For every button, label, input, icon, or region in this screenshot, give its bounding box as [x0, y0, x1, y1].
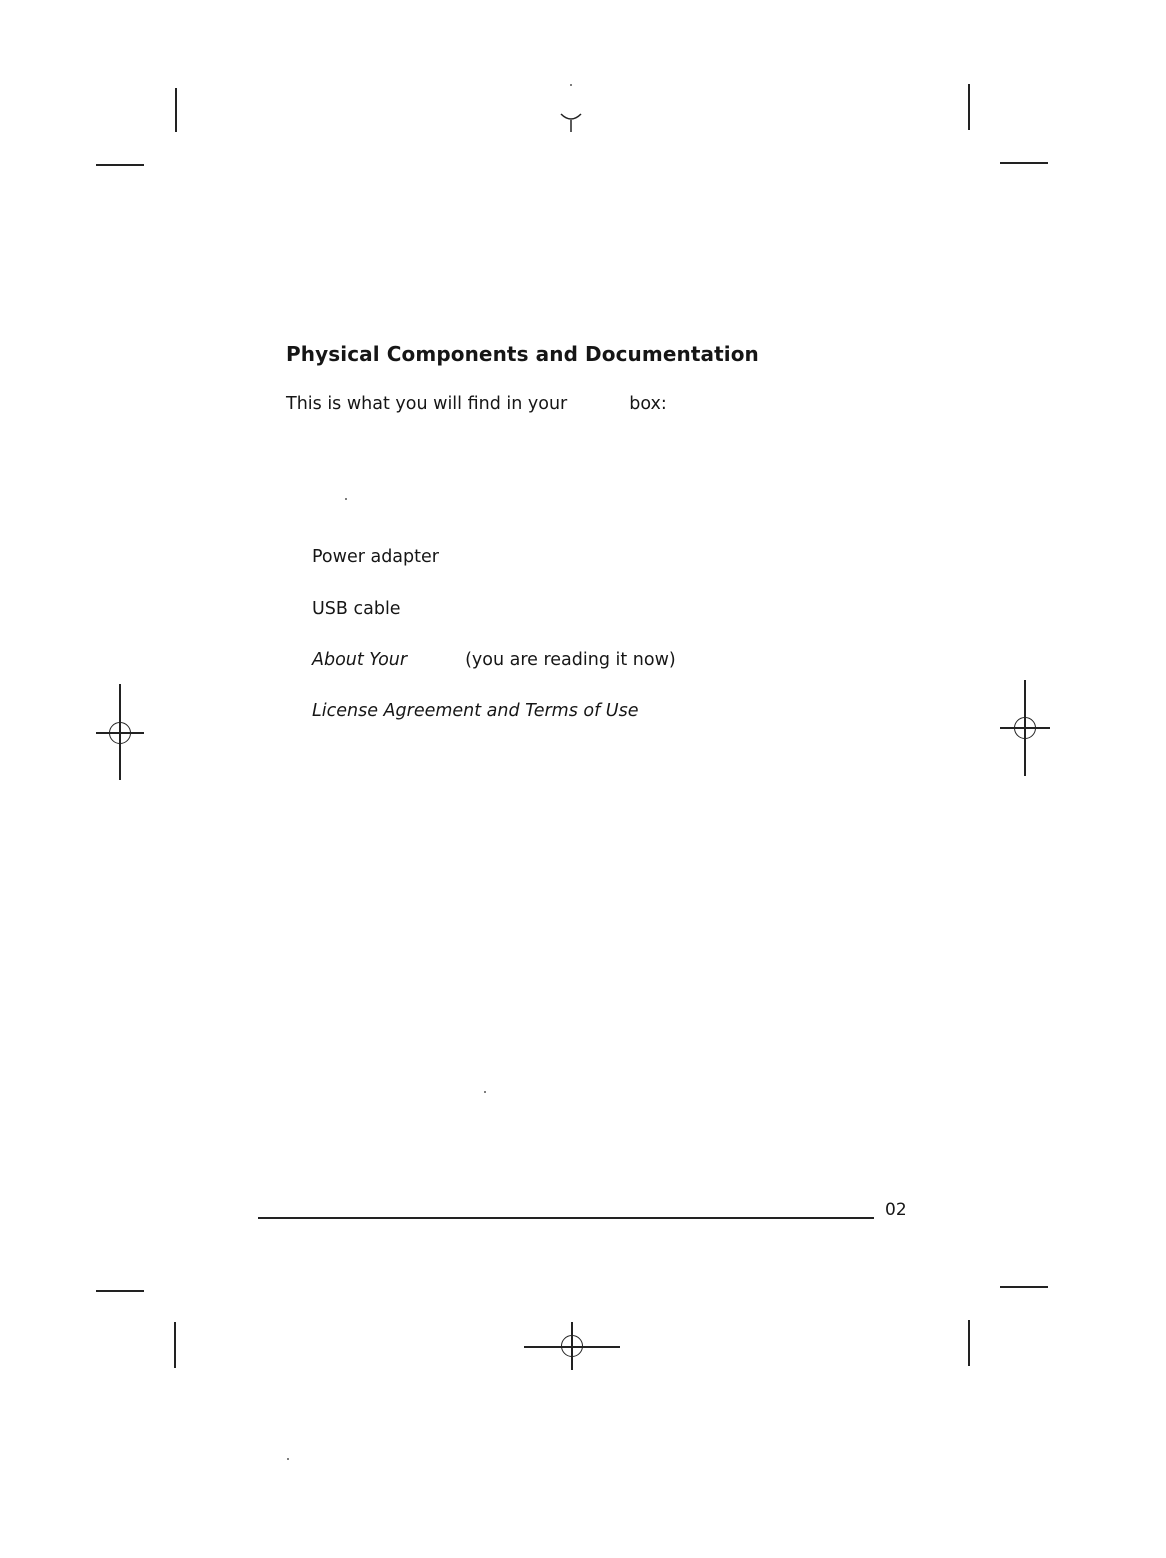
crop-mark-top-right-vertical — [968, 84, 970, 130]
left-registration-crosshair-icon — [96, 684, 144, 780]
footer-rule — [258, 1217, 874, 1219]
intro-text-before: This is what you will find in your — [286, 394, 568, 414]
intro-text-after: box: — [629, 394, 667, 414]
page-number: 02 — [885, 1200, 907, 1220]
list-item-license — [312, 701, 639, 721]
list-item-note: (you are reading it now) — [465, 650, 676, 670]
crop-mark-bottom-right-horizontal — [1000, 1286, 1048, 1288]
crop-mark-bottom-right-vertical — [968, 1320, 970, 1366]
intro-sentence — [286, 394, 667, 414]
crop-mark-bottom-left-vertical — [174, 1322, 176, 1368]
list-item-usb-cable — [312, 599, 401, 619]
section-heading: Physical Components and Documentation — [286, 342, 759, 366]
crop-mark-bottom-left-horizontal — [96, 1290, 144, 1292]
list-item-about-guide — [312, 650, 676, 670]
top-center-registration-icon — [558, 110, 584, 134]
list-item-italic-title: About Your — [312, 650, 408, 670]
speck — [484, 1091, 486, 1093]
list-item-text: Power adapter — [312, 547, 439, 567]
bottom-registration-crosshair-icon — [524, 1322, 620, 1370]
list-item-italic-title: License Agreement and Terms of Use — [312, 701, 639, 721]
crop-mark-top-left-horizontal — [96, 164, 144, 166]
speck — [287, 1458, 289, 1460]
crop-mark-top-right-horizontal — [1000, 162, 1048, 164]
list-item-power-adapter — [312, 547, 439, 567]
crop-mark-top-left-vertical — [175, 88, 177, 132]
speck — [570, 84, 572, 86]
right-registration-crosshair-icon — [1000, 680, 1050, 776]
speck — [345, 498, 347, 500]
list-item-text: USB cable — [312, 599, 401, 619]
